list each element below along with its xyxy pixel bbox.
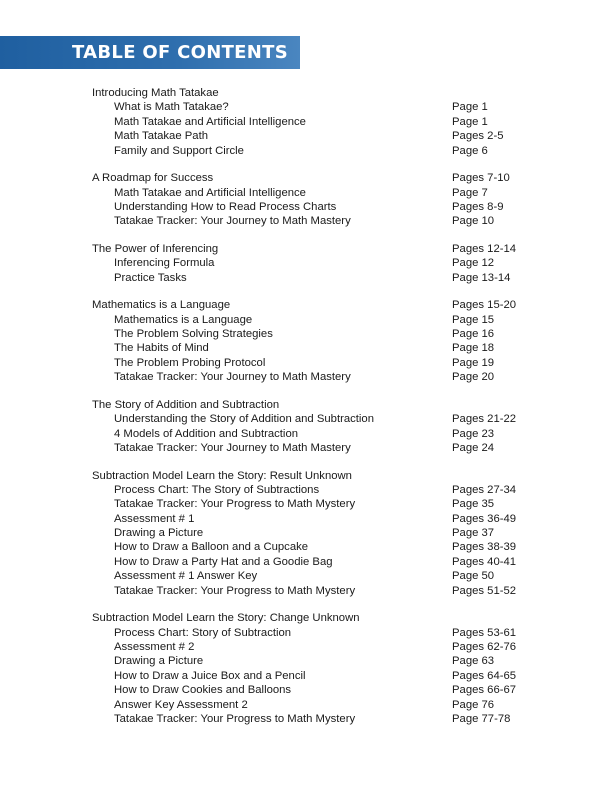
entry-title: Tatakae Tracker: Your Journey to Math Mastery [114, 371, 351, 384]
toc-entry [92, 698, 532, 712]
section-title: A Roadmap for Success [92, 172, 214, 185]
toc-section [92, 171, 532, 229]
section-pages: Pages 7-10 [452, 172, 510, 185]
toc-entry [92, 412, 532, 426]
entry-title: The Problem Solving Strategies [114, 328, 273, 341]
toc-entry [92, 526, 532, 540]
toc-entry [92, 256, 532, 270]
entry-title: Tatakae Tracker: Your Progress to Math Mystery [114, 712, 356, 725]
entry-title: Tatakae Tracker: Your Journey to Math Mastery [114, 441, 351, 454]
entry-pages: Page 1 [452, 101, 488, 114]
entry-pages: Page 23 [452, 427, 495, 440]
section-title: The Story of Addition and Subtraction [92, 398, 280, 411]
entry-title: Tatakae Tracker: Your Journey to Math Mastery [114, 215, 351, 228]
entry-pages: Page 35 [452, 498, 495, 511]
entry-title: Tatakae Tracker: Your Progress to Math Mystery [114, 584, 356, 597]
toc-entry [92, 669, 532, 683]
section-pages: Pages 15-20 [452, 299, 517, 312]
entry-pages: Pages 64-65 [452, 669, 517, 682]
entry-pages: Pages 21-22 [452, 413, 517, 426]
entry-pages: Page 13-14 [452, 271, 511, 284]
entry-pages: Pages 36-49 [452, 512, 517, 525]
entry-pages: Pages 66-67 [452, 684, 517, 697]
toc-section-heading [92, 611, 532, 625]
entry-title: How to Draw a Party Hat and a Goodie Bag [114, 555, 333, 568]
entry-pages: Pages 62-76 [452, 641, 517, 654]
table-of-contents [92, 86, 532, 740]
entry-pages: Page 24 [452, 441, 495, 454]
entry-pages: Page 7 [452, 186, 488, 199]
entry-title: How to Draw Cookies and Balloons [114, 684, 292, 697]
toc-entry [92, 654, 532, 668]
entry-pages: Pages 8-9 [452, 200, 504, 213]
entry-title: Process Chart: Story of Subtraction [114, 626, 292, 639]
toc-entry [92, 356, 532, 370]
entry-pages: Pages 27-34 [452, 483, 517, 496]
entry-pages: Page 37 [452, 527, 495, 540]
section-title: Introducing Math Tatakae [92, 87, 219, 99]
entry-pages: Page 50 [452, 570, 495, 583]
toc-entry [92, 370, 532, 384]
toc-entry [92, 271, 532, 285]
toc-entry [92, 683, 532, 697]
page-title: TABLE OF CONTENTS [72, 42, 288, 63]
section-title: Subtraction Model Learn the Story: Result Unknown [92, 469, 352, 482]
toc-entry [92, 640, 532, 654]
toc-entry [92, 584, 532, 598]
toc-entry [92, 115, 532, 129]
section-title: Subtraction Model Learn the Story: Change Unknown [92, 612, 360, 625]
toc-entry [92, 441, 532, 455]
toc-entry [92, 100, 532, 114]
entry-pages: Page 76 [452, 698, 495, 711]
entry-title: Math Tatakae and Artificial Intelligence [114, 186, 306, 199]
toc-section-heading [92, 298, 532, 312]
entry-title: The Problem Probing Protocol [114, 356, 266, 369]
entry-title: Assessment # 1 [114, 512, 195, 525]
toc-section [92, 611, 532, 726]
toc-entry [92, 200, 532, 214]
entry-title: How to Draw a Balloon and a Cupcake [114, 541, 309, 554]
toc-entry [92, 512, 532, 526]
entry-title: Answer Key Assessment 2 [114, 698, 248, 711]
entry-title: Practice Tasks [114, 271, 187, 284]
entry-pages: Page 63 [452, 655, 495, 668]
entry-title: Understanding the Story of Addition and Subtraction [114, 413, 374, 426]
toc-section-heading [92, 398, 532, 412]
toc-section [92, 298, 532, 384]
entry-title: Assessment # 2 [114, 641, 195, 654]
toc-entry [92, 712, 532, 726]
toc-entry [92, 327, 532, 341]
entry-title: Drawing a Picture [114, 527, 204, 540]
toc-section [92, 86, 532, 158]
toc-entry [92, 569, 532, 583]
entry-title: Family and Support Circle [114, 144, 244, 157]
entry-title: Math Tatakae Path [114, 130, 208, 143]
entry-title: Drawing a Picture [114, 655, 204, 668]
entry-pages: Pages 40-41 [452, 555, 517, 568]
entry-title: Mathematics is a Language [114, 313, 253, 326]
toc-section [92, 398, 532, 456]
toc-entry [92, 214, 532, 228]
entry-title: Inferencing Formula [114, 257, 215, 270]
entry-title: What is Math Tatakae? [114, 101, 229, 114]
toc-section-heading [92, 86, 532, 100]
entry-pages: Pages 51-52 [452, 584, 517, 597]
entry-pages: Pages 38-39 [452, 541, 517, 554]
toc-entry [92, 427, 532, 441]
entry-title: Understanding How to Read Process Charts [114, 200, 337, 213]
entry-pages: Pages 2-5 [452, 130, 504, 143]
entry-title: Math Tatakae and Artificial Intelligence [114, 115, 306, 128]
section-title: The Power of Inferencing [92, 242, 219, 255]
section-title: Mathematics is a Language [92, 299, 231, 312]
toc-entry [92, 313, 532, 327]
entry-pages: Page 15 [452, 313, 495, 326]
entry-pages: Page 10 [452, 215, 495, 228]
entry-pages: Page 20 [452, 371, 495, 384]
section-pages: Pages 12-14 [452, 242, 517, 255]
entry-title: Tatakae Tracker: Your Progress to Math Mystery [114, 498, 356, 511]
entry-title: How to Draw a Juice Box and a Pencil [114, 669, 306, 682]
entry-title: 4 Models of Addition and Subtraction [114, 427, 299, 440]
entry-title: Process Chart: The Story of Subtractions [114, 483, 320, 496]
toc-entry [92, 144, 532, 158]
toc-entry [92, 129, 532, 143]
entry-title: The Habits of Mind [114, 342, 209, 355]
toc-entry [92, 341, 532, 355]
entry-pages: Page 12 [452, 257, 495, 270]
toc-section-heading [92, 469, 532, 483]
entry-pages: Page 16 [452, 328, 495, 341]
toc-entry [92, 483, 532, 497]
entry-pages: Page 19 [452, 356, 495, 369]
toc-entry [92, 626, 532, 640]
entry-pages: Page 18 [452, 342, 495, 355]
toc-entry [92, 555, 532, 569]
toc-entry [92, 186, 532, 200]
entry-pages: Page 1 [452, 115, 488, 128]
entry-pages: Page 77-78 [452, 712, 511, 725]
entry-pages: Page 6 [452, 144, 488, 157]
toc-entry [92, 540, 532, 554]
toc-section-heading [92, 171, 532, 185]
entry-title: Assessment # 1 Answer Key [114, 570, 258, 583]
toc-section [92, 242, 532, 285]
toc-section [92, 469, 532, 599]
entry-pages: Pages 53-61 [452, 626, 517, 639]
toc-section-heading [92, 242, 532, 256]
toc-entry [92, 497, 532, 511]
